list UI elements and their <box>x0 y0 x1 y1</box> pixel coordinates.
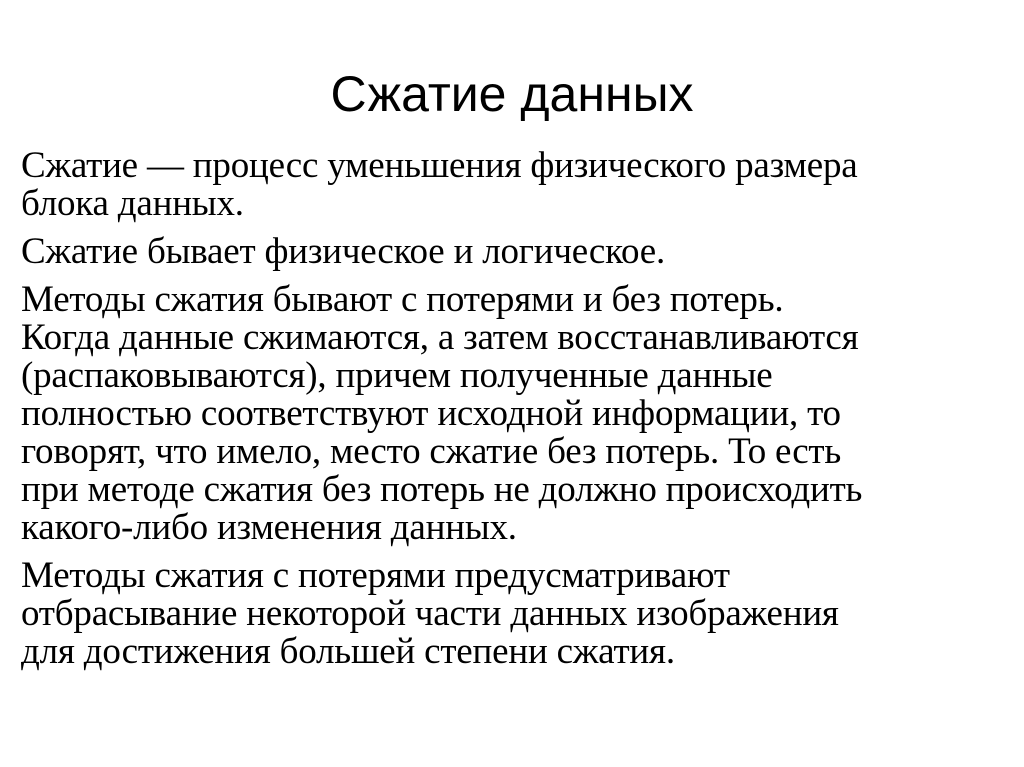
slide-title: Сжатие данных <box>330 66 694 122</box>
paragraph-line: Сжатие — процесс уменьшения физического размера <box>21 145 858 186</box>
paragraph-line: при методе сжатия без потерь не должно происходить <box>21 469 863 510</box>
paragraph-line: блока данных. <box>21 183 244 224</box>
paragraph-line: полностью соответствуют исходной информации, то <box>21 393 841 434</box>
paragraph-lossless <box>21 281 1016 547</box>
slide-body <box>21 147 1016 681</box>
paragraph-lossy <box>21 557 1016 671</box>
paragraph-line: говорят, что имело, место сжатие без потерь. То есть <box>21 431 842 472</box>
paragraph-types <box>21 233 1016 271</box>
paragraph-line: Сжатие бывает физическое и логическое. <box>21 231 666 272</box>
paragraph-line: Методы сжатия с потерями предусматривают <box>21 555 730 596</box>
paragraph-line: для достижения большей степени сжатия. <box>21 631 675 672</box>
paragraph-line: (распаковываются), причем полученные данные <box>21 355 773 396</box>
paragraph-line: Когда данные сжимаются, а затем восстанавливаются <box>21 317 859 358</box>
paragraph-definition <box>21 147 1016 223</box>
paragraph-line: Методы сжатия бывают с потерями и без потерь. <box>21 279 784 320</box>
paragraph-line: какого-либо изменения данных. <box>21 507 517 548</box>
paragraph-line: отбрасывание некоторой части данных изображения <box>21 593 839 634</box>
